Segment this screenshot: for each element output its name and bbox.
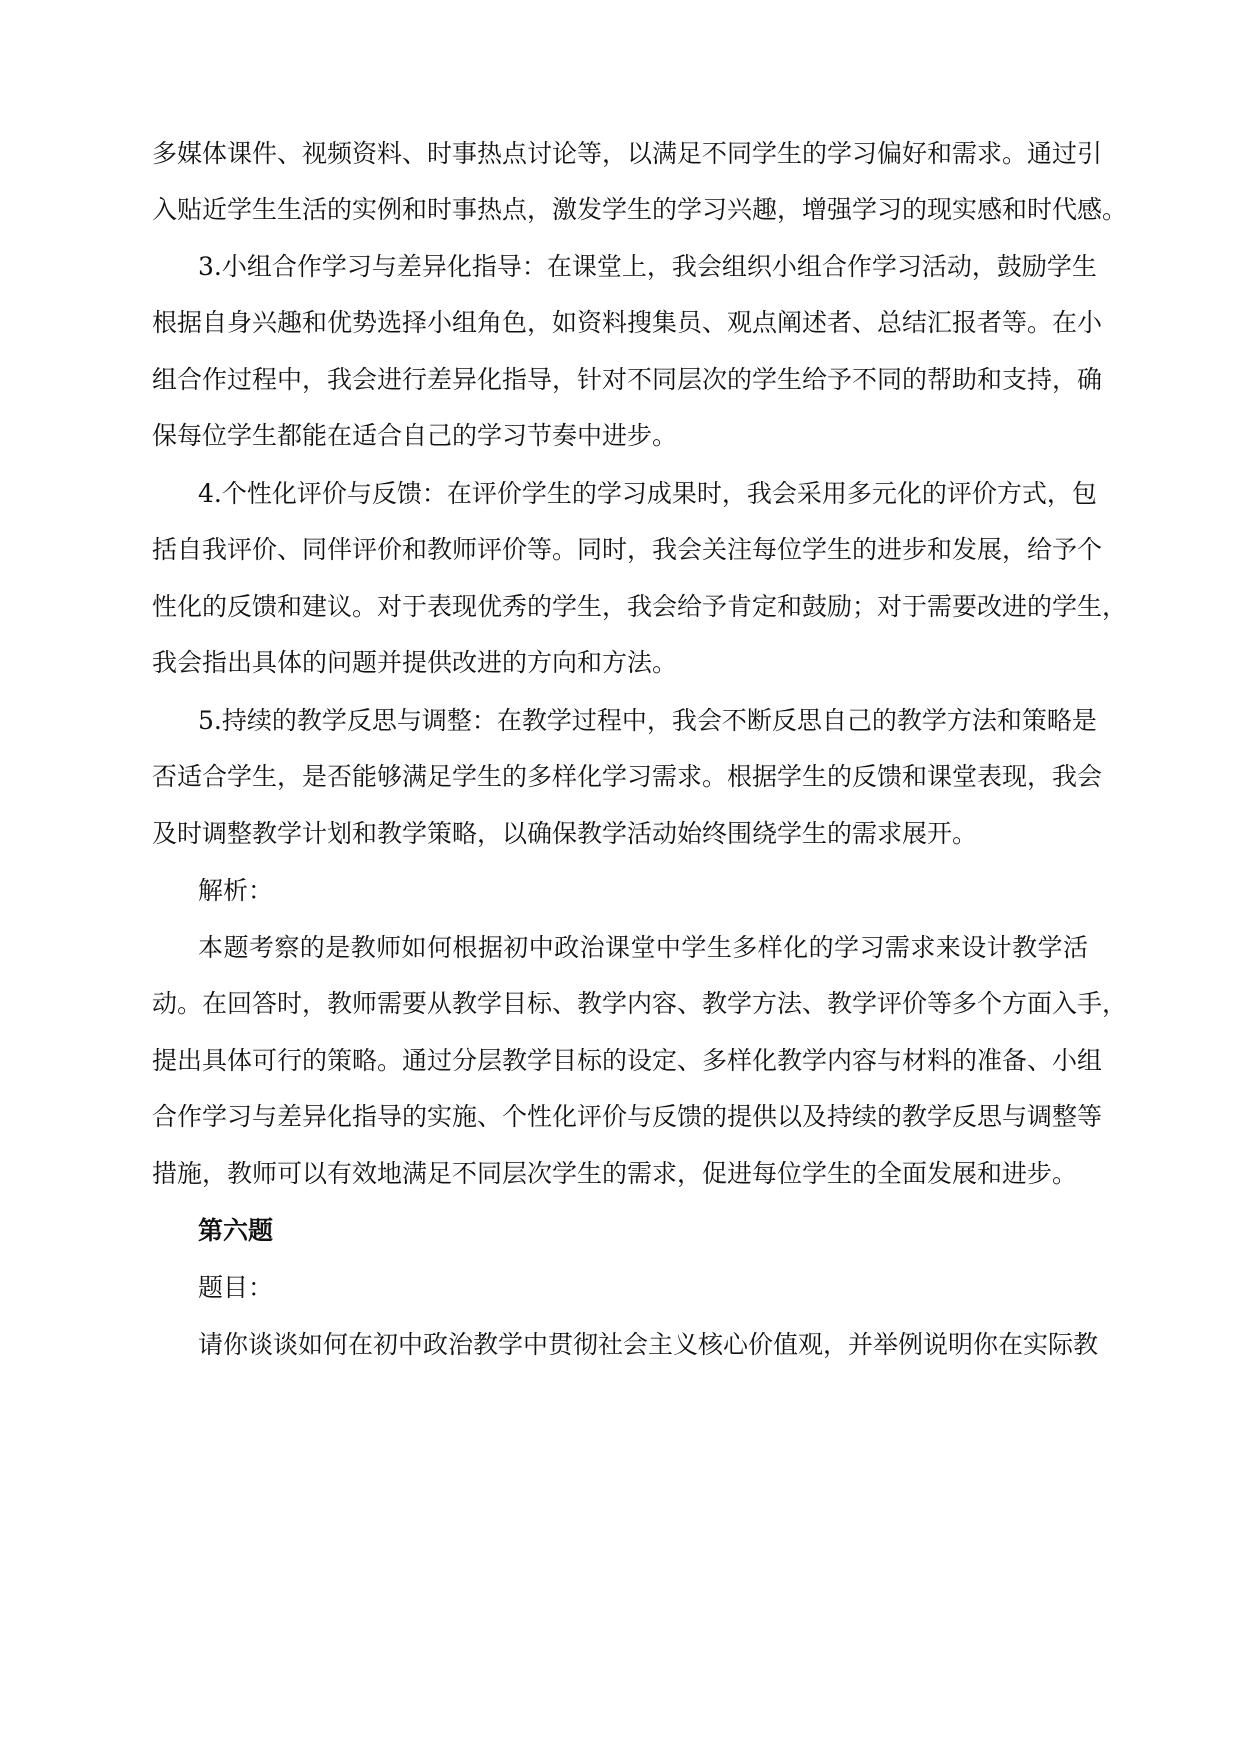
body-line: 动。在回答时，教师需要从教学目标、教学内容、教学方法、教学评价等多个方面入手，: [152, 989, 1128, 1018]
body-line: 及时调整教学计划和教学策略，以确保教学活动始终围绕学生的需求展开。: [152, 819, 978, 848]
body-line: 保每位学生都能在适合自己的学习节奏中进步。: [152, 421, 678, 450]
body-line: 3.小组合作学习与差异化指导：在课堂上，我会组织小组合作学习活动，鼓励学生: [198, 252, 1097, 281]
body-line: 否适合学生，是否能够满足学生的多样化学习需求。根据学生的反馈和课堂表现，我会: [152, 762, 1103, 791]
body-line: 入贴近学生生活的实例和时事热点，激发学生的学习兴趣，增强学习的现实感和时代感。: [152, 195, 1128, 224]
body-line: 请你谈谈如何在初中政治教学中贯彻社会主义核心价值观，并举例说明你在实际教: [198, 1330, 1099, 1359]
body-line: 多媒体课件、视频资料、时事热点讨论等，以满足不同学生的学习偏好和需求。通过引: [152, 139, 1103, 168]
body-line: 括自我评价、同伴评价和教师评价等。同时，我会关注每位学生的进步和发展，给予个: [152, 535, 1103, 564]
body-line: 性化的反馈和建议。对于表现优秀的学生，我会给予肯定和鼓励；对于需要改进的学生，: [152, 592, 1128, 621]
analysis-label: 解析：: [198, 876, 274, 905]
question-label: 题目：: [198, 1273, 274, 1302]
body-line: 根据自身兴趣和优势选择小组角色，如资料搜集员、观点阐述者、总结汇报者等。在小: [152, 308, 1103, 337]
body-line: 4.个性化评价与反馈：在评价学生的学习成果时，我会采用多元化的评价方式，包: [198, 479, 1097, 508]
body-line: 提出具体可行的策略。通过分层教学目标的设定、多样化教学内容与材料的准备、小组: [152, 1046, 1103, 1075]
body-line: 合作学习与差异化指导的实施、个性化评价与反馈的提供以及持续的教学反思与调整等: [152, 1102, 1103, 1131]
body-line: 5.持续的教学反思与调整：在教学过程中，我会不断反思自己的教学方法和策略是: [198, 706, 1097, 735]
body-line: 我会指出具体的问题并提供改进的方向和方法。: [152, 648, 678, 677]
body-line: 措施，教师可以有效地满足不同层次学生的需求，促进每位学生的全面发展和进步。: [152, 1159, 1078, 1188]
body-line: 组合作过程中，我会进行差异化指导，针对不同层次的学生给予不同的帮助和支持，确: [152, 365, 1103, 394]
body-line: 本题考察的是教师如何根据初中政治课堂中学生多样化的学习需求来设计教学活: [198, 933, 1088, 962]
section-heading: 第六题: [198, 1216, 274, 1245]
